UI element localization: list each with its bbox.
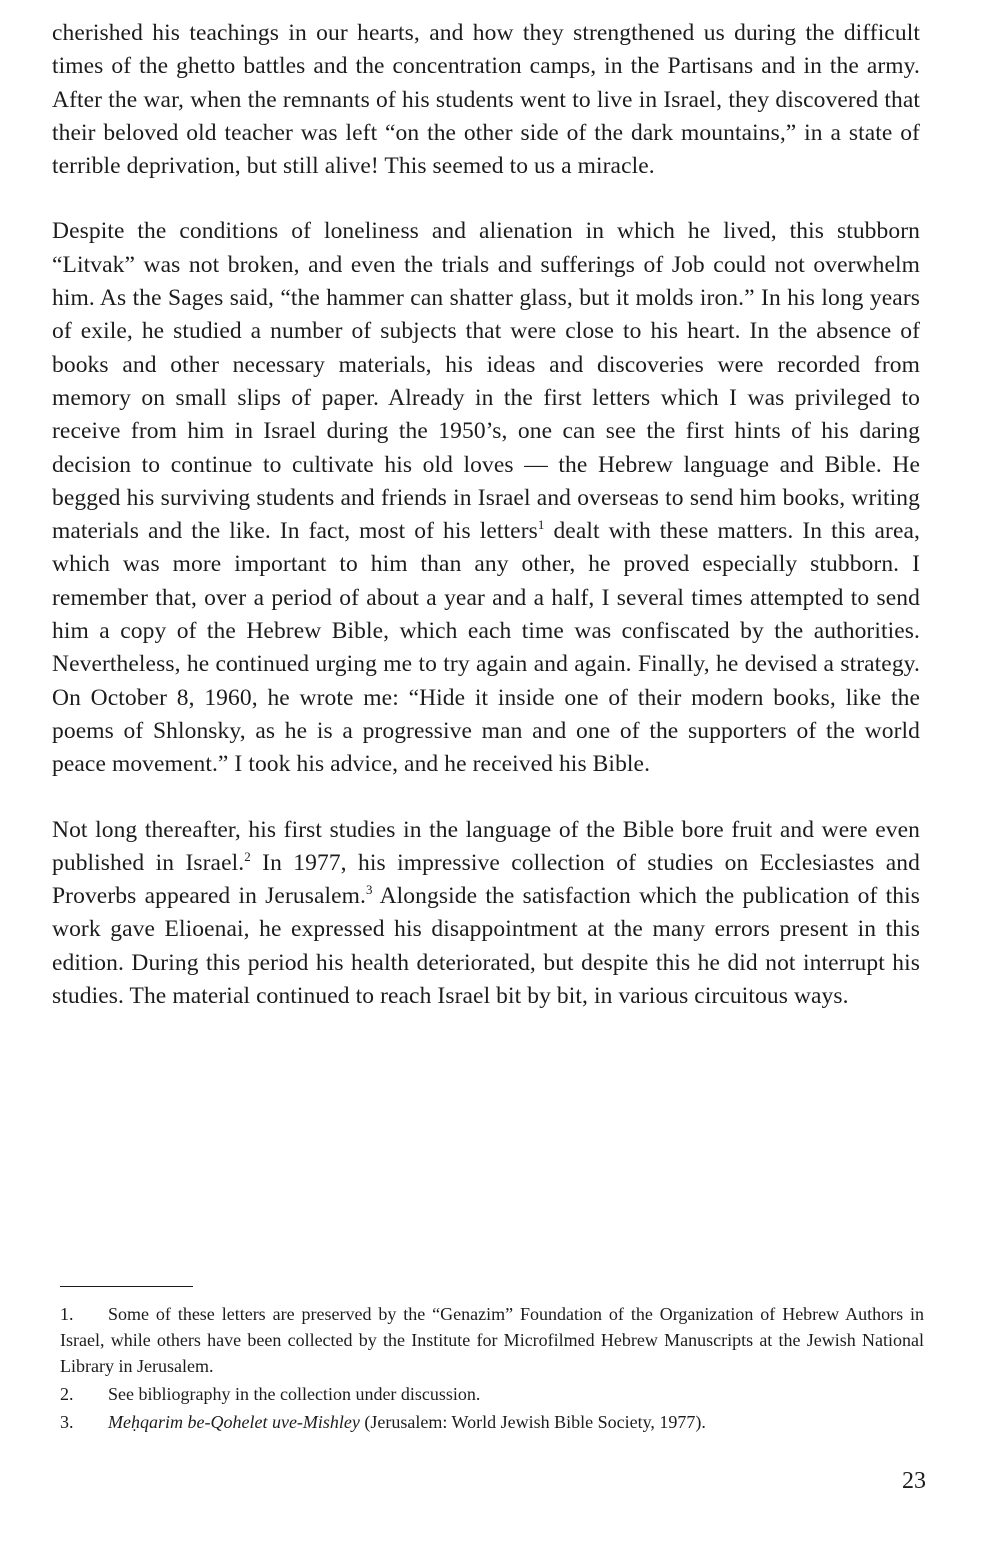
paragraph [52,215,920,781]
footnote-number: 1. [60,1304,74,1324]
footnote-number: 3. [60,1412,74,1432]
text-run: In 1977, his impressive collection of studies on Ecclesiastes and Proverbs appeared in Jerusalem. [52,849,920,910]
paragraph [52,17,920,183]
paragraph [52,814,920,1014]
text-run: Despite the conditions of loneliness and alienation in which he lived, this stubborn “Litvak” was not broken, and even the trials and sufferings of Job could not overwhelm him. As the Sages said, “the hammer can shatter glass, but it molds iron.” In his long years of exile, he studied a number of subjects that were close to his heart. In the absence of books and other necessary materials, his ideas and discoveries were recorded from memory on small slips of paper. Already in the first letters which I was privileged to receive from him in Israel during the 1950’s, one can see the first hints of his daring decision to continue to cultivate his old loves — the Hebrew language and Bible. He begged his surviving students and friends in Israel and overseas to send him books, writing materials and the like. In fact, most of his letters [52,218,920,545]
footnote [60,1381,924,1407]
text-run: (Jerusalem: World Jewish Bible Society, 1977). [359,1412,706,1432]
page-number: 23 [902,1468,926,1494]
footnote-reference: 3 [366,882,373,898]
footnote [60,1409,924,1435]
body-text [52,17,920,1013]
footnote-reference: 1 [537,517,545,533]
footnotes [60,1301,924,1437]
text-run: dealt with these matters. In this area, which was more important to him than any other, he proved especially stubborn. I remember that, over a period of about a year and a half, I several times attempted to send him a copy of the Hebrew Bible, which each time was confiscated by the authorities. Nevertheless, he continued urging me to try again and again. Finally, he devised a strategy. On October 8, 1960, he wrote me: “Hide it inside one of their modern books, like the poems of Shlonsky, as he is a progressive man and one of the supporters of the world peace movement.” I took his advice, and he received his Bible. [52,518,920,778]
text-run: See bibliography in the collection under discussion. [108,1384,481,1404]
text-run: Not long thereafter, his first studies in the language of the Bible bore fruit and were even published in Israel. [52,816,920,876]
footnote-number: 2. [60,1384,74,1404]
footnote [60,1301,924,1379]
text-run: cherished his teachings in our hearts, and how they strengthened us during the difficult times of the ghetto battles and the concentration camps, in the Partisans and in the army. After the war, when the remnants of his students went to live in Israel, they discovered that their beloved old teacher was left “on the other side of the dark mountains,” in a state of terrible deprivation, but still alive! This seemed to us a miracle. [52,20,920,180]
footnote-reference: 2 [244,849,251,864]
footnote-divider [60,1286,193,1287]
text-run: Some of these letters are preserved by the “Genazim” Foundation of the Organization of Hebrew Authors in Israel, while others have been collected by the Institute for Microfilmed Hebrew Manuscripts at the Jewish National Library in Jerusalem. [60,1304,924,1376]
italic-title: Meḥqarim be-Qohelet uve-Mishley [108,1412,360,1432]
text-run: Alongside the satisfaction which the publication of this work gave Elioenai, he expressed his disappointment at the many errors present in this edition. During this period his health deteriorated, but despite this he did not interrupt his studies. The material continued to reach Israel bit by bit, in various circuitous ways. [52,883,920,1010]
